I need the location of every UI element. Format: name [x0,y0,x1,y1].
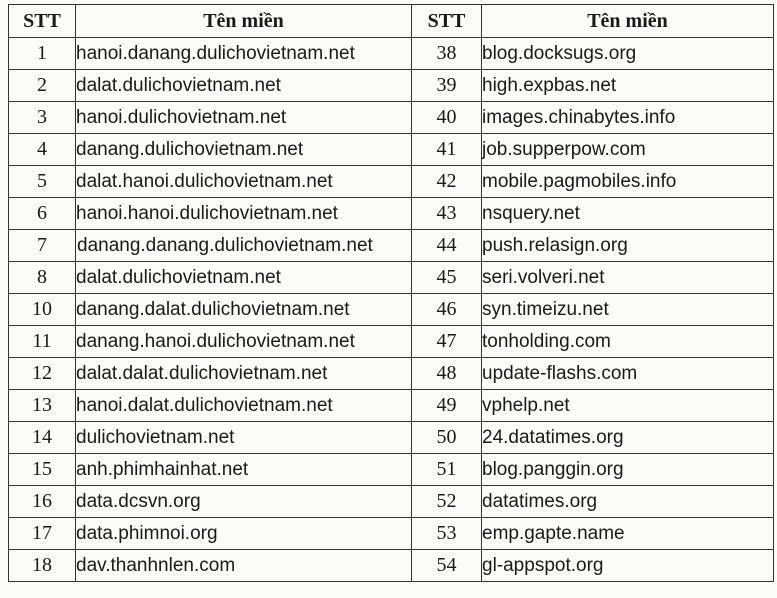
stt-right: 54 [412,550,482,582]
domain-left: dalat.dulichovietnam.net [76,262,412,294]
domain-left: data.phimnoi.org [76,518,412,550]
table-row [9,166,774,198]
stt-right: 40 [412,102,482,134]
stt-left: 7 [9,230,76,262]
domain-right: gl-appspot.org [482,550,774,582]
domain-left: danang.danang.dulichovietnam.net [76,230,412,262]
domain-left: hanoi.dalat.dulichovietnam.net [76,390,412,422]
domain-right: nsquery.net [482,198,774,230]
domain-right: blog.panggin.org [482,454,774,486]
stt-left: 17 [9,518,76,550]
domain-left: hanoi.dulichovietnam.net [76,102,412,134]
table-row [9,390,774,422]
stt-left: 3 [9,102,76,134]
stt-left: 14 [9,422,76,454]
stt-right: 49 [412,390,482,422]
table-row [9,486,774,518]
stt-left: 11 [9,326,76,358]
stt-left: 10 [9,294,76,326]
stt-right: 52 [412,486,482,518]
stt-left: 1 [9,38,76,70]
stt-left: 2 [9,70,76,102]
domain-left: dalat.dalat.dulichovietnam.net [76,358,412,390]
header-stt-right: STT [412,5,482,38]
stt-right: 50 [412,422,482,454]
table-row [9,294,774,326]
stt-left: 12 [9,358,76,390]
table-header [9,5,774,38]
stt-left: 15 [9,454,76,486]
table-row [9,262,774,294]
stt-right: 38 [412,38,482,70]
header-domain-left: Tên miền [76,5,412,38]
header-stt-left: STT [9,5,76,38]
domain-right: push.relasign.org [482,230,774,262]
stt-left: 16 [9,486,76,518]
table-row [9,38,774,70]
stt-right: 51 [412,454,482,486]
stt-right: 43 [412,198,482,230]
stt-right: 41 [412,134,482,166]
domain-right: syn.timeizu.net [482,294,774,326]
stt-right: 39 [412,70,482,102]
domain-left: dulichovietnam.net [76,422,412,454]
stt-right: 53 [412,518,482,550]
stt-right: 48 [412,358,482,390]
stt-left: 6 [9,198,76,230]
stt-left: 18 [9,550,76,582]
domain-left: data.dcsvn.org [76,486,412,518]
table-row [9,422,774,454]
stt-left: 8 [9,262,76,294]
stt-right: 45 [412,262,482,294]
stt-right: 42 [412,166,482,198]
table-row [9,198,774,230]
header-domain-right: Tên miền [482,5,774,38]
domain-left: hanoi.danang.dulichovietnam.net [76,38,412,70]
domain-right: emp.gapte.name [482,518,774,550]
domain-right: job.supperpow.com [482,134,774,166]
domain-table [8,4,774,582]
stt-left: 13 [9,390,76,422]
table-row [9,70,774,102]
table-row [9,102,774,134]
domain-left: hanoi.hanoi.dulichovietnam.net [76,198,412,230]
stt-right: 47 [412,326,482,358]
domain-left: danang.dulichovietnam.net [76,134,412,166]
domain-left: dav.thanhnlen.com [76,550,412,582]
table-row [9,134,774,166]
domain-right: tonholding.com [482,326,774,358]
stt-left: 4 [9,134,76,166]
domain-left: anh.phimhainhat.net [76,454,412,486]
header-row [9,5,774,38]
table-body [9,38,774,582]
domain-left: dalat.hanoi.dulichovietnam.net [76,166,412,198]
table-row [9,230,774,262]
domain-right: high.expbas.net [482,70,774,102]
domain-right: seri.volveri.net [482,262,774,294]
domain-right: datatimes.org [482,486,774,518]
domain-right: mobile.pagmobiles.info [482,166,774,198]
domain-right: blog.docksugs.org [482,38,774,70]
domain-right: 24.datatimes.org [482,422,774,454]
table-row [9,550,774,582]
stt-right: 46 [412,294,482,326]
stt-left: 5 [9,166,76,198]
domain-left: danang.hanoi.dulichovietnam.net [76,326,412,358]
table-row [9,326,774,358]
domain-right: vphelp.net [482,390,774,422]
domain-right: update-flashs.com [482,358,774,390]
domain-left: danang.dalat.dulichovietnam.net [76,294,412,326]
table-row [9,454,774,486]
table-row [9,518,774,550]
domain-right: images.chinabytes.info [482,102,774,134]
table-row [9,358,774,390]
domain-left: dalat.dulichovietnam.net [76,70,412,102]
stt-right: 44 [412,230,482,262]
